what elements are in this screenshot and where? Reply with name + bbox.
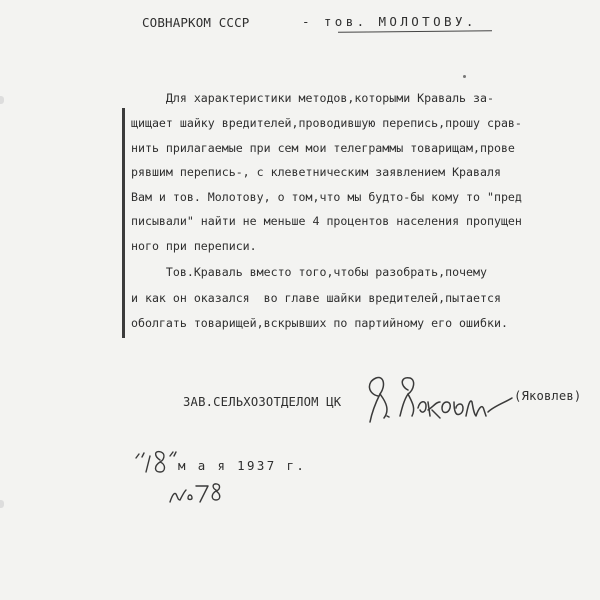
body-line: Вам и тов. Молотову, о том,что мы будто-бы кому то "пред	[131, 190, 522, 204]
date-text: м а я 1937 г.	[178, 458, 307, 473]
addressee-org: СОВНАРКОМ СССР	[142, 15, 250, 30]
body-line: писывали" найти не меньше 4 процентов населения пропущен	[131, 214, 522, 228]
body-line: оболгать товарищей,вскрывших по партийному его ошибки.	[131, 316, 508, 330]
handwritten-signature	[360, 372, 520, 430]
body-line: Для характеристики методов,которыми Краваль за-	[131, 91, 494, 105]
margin-mark	[122, 108, 125, 338]
addressee-underline	[338, 30, 492, 33]
punch-hole	[0, 96, 4, 104]
body-line: Тов.Краваль вместо того,чтобы разобрать,почему	[131, 265, 487, 279]
body-line: нить прилагаемые при сем мои телеграммы товарищам,прове	[131, 141, 515, 155]
ink-dot	[463, 75, 466, 78]
handwritten-day	[134, 448, 178, 478]
signatory-typed-name: (Яковлев)	[514, 389, 582, 403]
punch-hole	[0, 500, 4, 508]
body-line: рявшим перепись-, с клеветническим заявлением Краваля	[131, 165, 501, 179]
addressee-person: - тов. МОЛОТОВУ.	[302, 14, 477, 29]
body-line: щищает шайку вредителей,проводившую перепись,прошу срав-	[131, 116, 522, 130]
body-line: и как он оказался во главе шайки вредителей,пытается	[131, 291, 501, 305]
body-line: ного при переписи.	[131, 239, 257, 253]
handwritten-number	[168, 478, 224, 508]
signatory-role: ЗАВ.СЕЛЬХОЗОТДЕЛОМ ЦК	[183, 395, 342, 409]
